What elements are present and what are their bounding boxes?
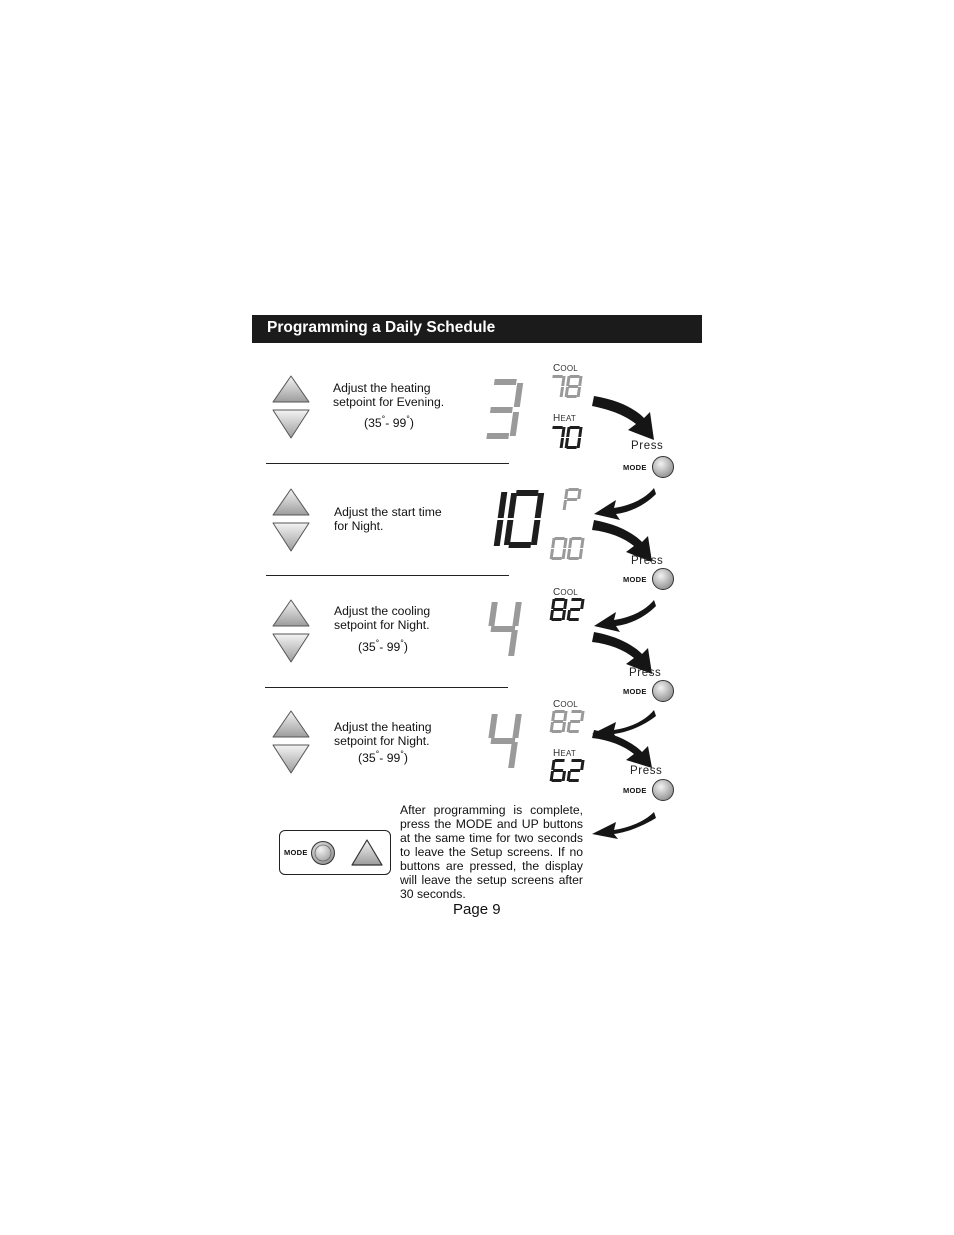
mode-button[interactable] [651, 778, 675, 802]
curved-arrow-icon [594, 488, 656, 520]
range-text: (35°- 99°) [358, 749, 408, 766]
press-label: Press [630, 765, 663, 777]
range-text: (35°- 99°) [364, 414, 414, 431]
up-down-buttons [272, 374, 310, 442]
up-arrow-icon [273, 376, 309, 402]
press-label: Press [631, 555, 664, 567]
curved-arrow-icon [592, 730, 652, 768]
mode-label: MODE [623, 786, 647, 795]
mode-label: MODE [623, 575, 647, 584]
completion-instructions: After programming is complete, press the MODE and UP buttons at the same time for two seconds to leave the Setup screens. If no buttons are pressed, the display will leave the setup screens after 30 seconds. [400, 803, 583, 901]
large-digit [486, 714, 522, 768]
up-down-buttons [272, 487, 310, 555]
press-label: Press [631, 440, 664, 452]
mode-label: MODE [623, 687, 647, 696]
section-title-bar [252, 315, 702, 343]
down-arrow-icon [273, 523, 309, 551]
page-number: Page 9 [453, 901, 501, 918]
mode-button[interactable] [651, 455, 675, 479]
mode-label: MODE [623, 463, 647, 472]
up-arrow-icon [273, 489, 309, 515]
cool-value [549, 710, 584, 733]
up-arrow-icon [273, 600, 309, 626]
press-label: Press [629, 667, 662, 679]
cool-label: COOL [553, 699, 578, 710]
large-digit [486, 379, 523, 439]
step-instruction: Adjust the cooling setpoint for Night. [334, 604, 431, 632]
range-text: (35°- 99°) [358, 638, 408, 655]
cool-label: COOL [553, 363, 578, 374]
mode-button[interactable] [651, 679, 675, 703]
heat-value [549, 426, 582, 449]
step-divider [265, 687, 508, 688]
cool-label: COOL [553, 587, 578, 598]
down-arrow-icon [273, 745, 309, 773]
keypad-up-button[interactable] [350, 838, 384, 868]
mode-button[interactable] [651, 567, 675, 591]
minutes-value [549, 537, 584, 560]
cool-value [549, 598, 584, 621]
curved-arrow-icon [592, 396, 654, 440]
up-arrow-icon [352, 840, 382, 865]
down-arrow-icon [273, 634, 309, 662]
step-instruction: Adjust the start time for Night. [334, 505, 442, 533]
step-divider [266, 575, 509, 576]
cool-value [549, 375, 582, 398]
up-down-buttons [272, 598, 310, 666]
curved-arrow-icon [592, 812, 656, 839]
heat-label: HEAT [553, 748, 576, 759]
curved-arrow-icon [594, 600, 656, 632]
large-digit [493, 490, 544, 548]
step-instruction: Adjust the heating setpoint for Night. [334, 720, 432, 748]
up-arrow-icon [273, 711, 309, 737]
step-instruction: Adjust the heating setpoint for Evening. [333, 381, 445, 409]
heat-value [549, 759, 584, 782]
large-digit [486, 602, 522, 656]
mode-up-keypad [279, 830, 391, 875]
keypad-mode-label: MODE [284, 848, 308, 857]
heat-label: HEAT [553, 413, 576, 424]
keypad-mode-button[interactable] [310, 840, 336, 866]
am-pm-indicator [563, 488, 582, 510]
down-arrow-icon [273, 410, 309, 438]
page-title: Programming a Daily Schedule [267, 319, 496, 336]
step-divider [266, 463, 509, 464]
up-down-buttons [272, 709, 310, 777]
